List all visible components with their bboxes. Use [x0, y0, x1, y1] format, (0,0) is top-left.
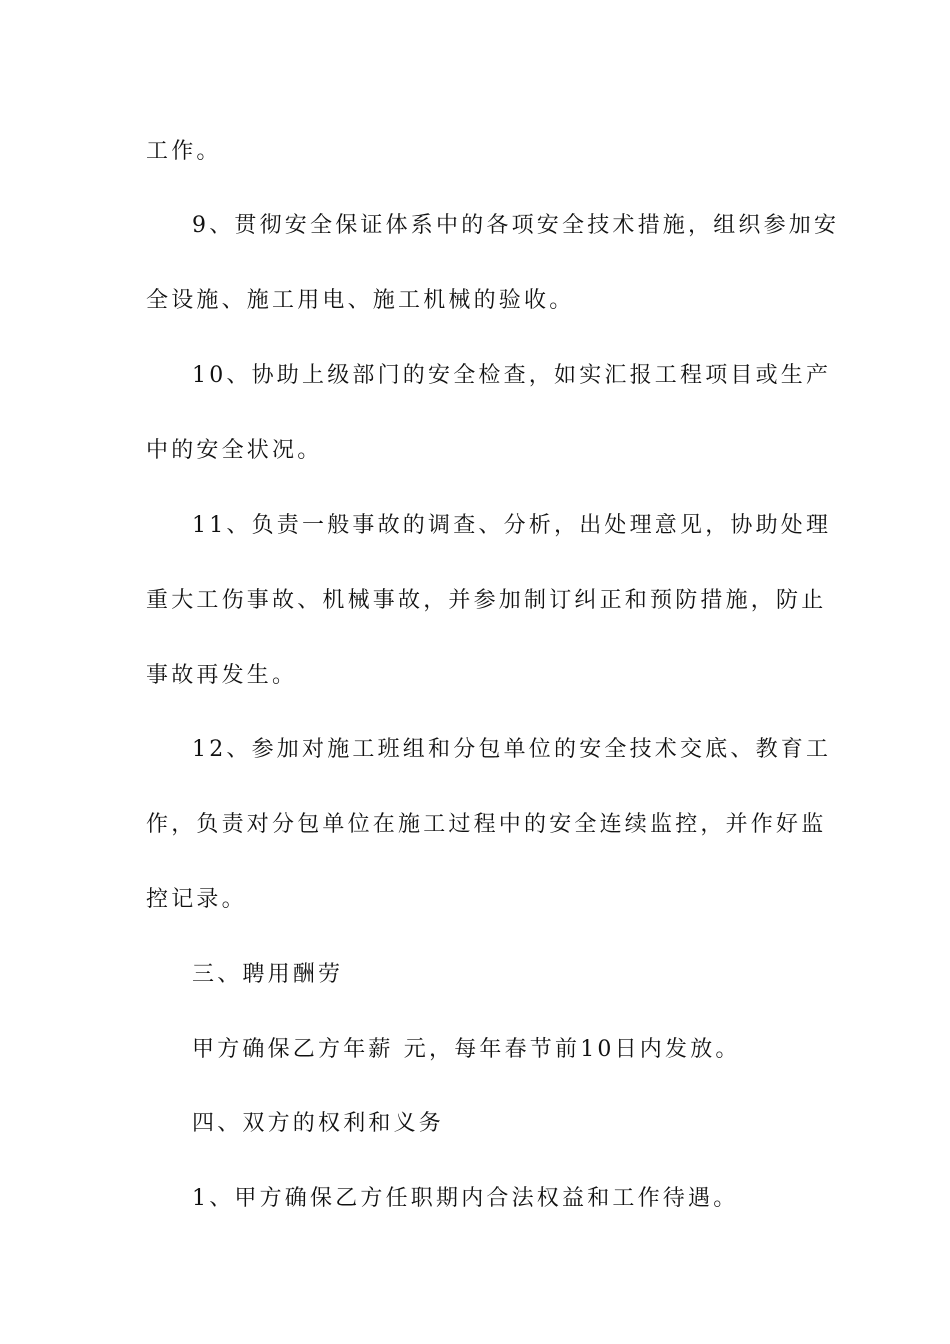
section-4-heading: 四、双方的权利和义务	[192, 1111, 445, 1136]
item-12-line-3: 控记录。	[146, 887, 247, 912]
paragraph-line: 工作。	[146, 139, 222, 164]
item-12-line-1: 12、参加对施工班组和分包单位的安全技术交底、教育工	[192, 737, 832, 762]
item-11-line-3: 事故再发生。	[146, 663, 298, 688]
item-10-line-2: 中的安全状况。	[146, 438, 323, 463]
salary-paragraph: 甲方确保乙方年薪 元，每年春节前10日内发放。	[192, 1037, 741, 1062]
item-12-line-2: 作，负责对分包单位在施工过程中的安全连续监控，并作好监	[146, 812, 827, 837]
item-11-line-1: 11、负责一般事故的调查、分析，出处理意见，协助处理	[192, 513, 832, 538]
section-3-heading: 三、聘用酬劳	[192, 962, 344, 987]
item-9-line-2: 全设施、施工用电、施工机械的验收。	[146, 288, 575, 313]
rights-item-1: 1、甲方确保乙方任职期内合法权益和工作待遇。	[192, 1186, 739, 1211]
item-9-line-1: 9、贯彻安全保证体系中的各项安全技术措施，组织参加安	[192, 213, 840, 238]
item-10-line-1: 10、协助上级部门的安全检查，如实汇报工程项目或生产	[192, 363, 832, 388]
item-11-line-2: 重大工伤事故、机械事故，并参加制订纠正和预防措施，防止	[146, 588, 827, 613]
